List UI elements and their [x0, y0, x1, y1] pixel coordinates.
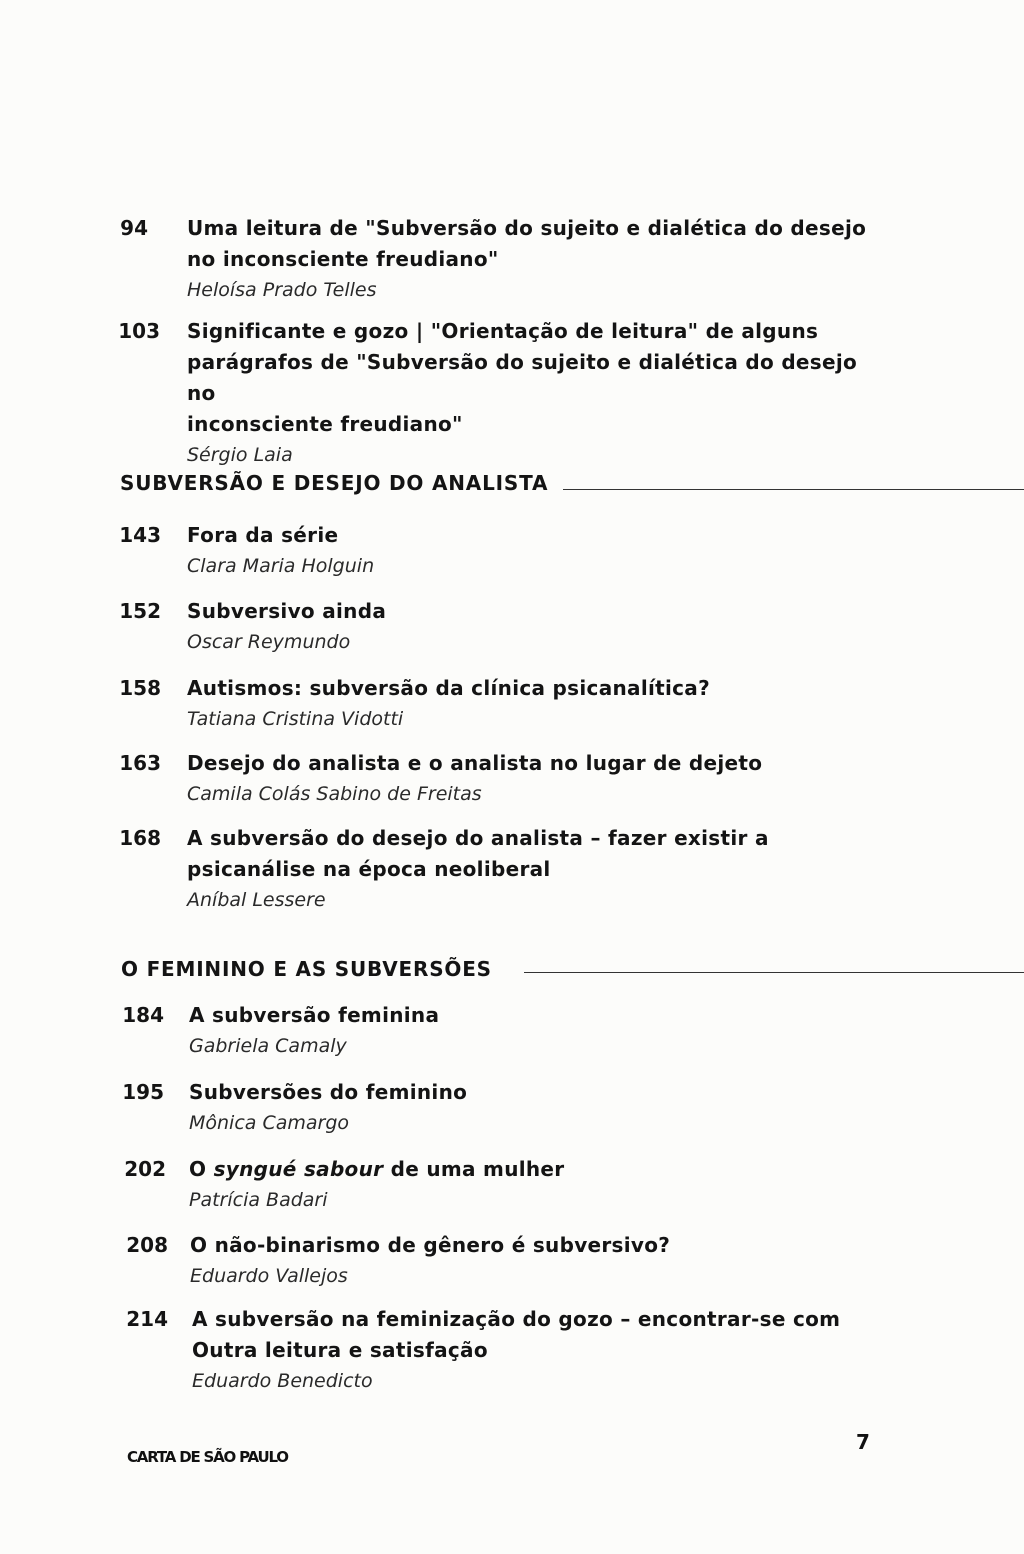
entry-title-line: A subversão na feminização do gozo – encontrar-se com	[192, 1307, 841, 1331]
title-prefix: O	[189, 1157, 214, 1181]
entry-author: Eduardo Benedicto	[192, 1370, 373, 1392]
entry-author: Tatiana Cristina Vidotti	[187, 708, 404, 730]
entry-title-line: Autismos: subversão da clínica psicanalítica?	[187, 676, 711, 700]
entry-title-line: psicanálise na época neoliberal	[187, 857, 551, 881]
entry-title-line: Fora da série	[187, 523, 339, 547]
entry-author: Mônica Camargo	[189, 1112, 350, 1134]
section-rule	[524, 972, 1024, 973]
entry-page-number: 168	[119, 826, 161, 850]
entry-page-number: 195	[122, 1080, 164, 1104]
entry-title-line: parágrafos de "Subversão do sujeito e dialética do desejo no	[187, 350, 858, 405]
entry-author: Gabriela Camaly	[189, 1035, 347, 1057]
entry-title-line: A subversão do desejo do analista – fazer existir a	[187, 826, 769, 850]
entry-page-number: 94	[120, 216, 148, 240]
entry-title-line: Outra leitura e satisfação	[192, 1338, 488, 1362]
entry-author: Patrícia Badari	[189, 1189, 328, 1211]
entry-title-line: Uma leitura de "Subversão do sujeito e dialética do desejo	[187, 216, 867, 240]
entry-author: Aníbal Lessere	[187, 889, 326, 911]
entry-page-number: 158	[119, 676, 161, 700]
section-rule	[563, 489, 1024, 490]
entry-page-number: 184	[122, 1003, 164, 1027]
entry-author: Eduardo Vallejos	[190, 1265, 348, 1287]
entry-page-number: 152	[119, 599, 161, 623]
title-suffix: de uma mulher	[383, 1157, 565, 1181]
entry-author: Camila Colás Sabino de Freitas	[187, 783, 482, 805]
entry-title-line: O não-binarismo de gênero é subversivo?	[190, 1233, 671, 1257]
entry-page-number: 103	[118, 319, 160, 343]
entry-title-line	[189, 1154, 879, 1185]
entry-title-line: A subversão feminina	[189, 1003, 440, 1027]
section-heading: SUBVERSÃO E DESEJO DO ANALISTA	[120, 471, 549, 495]
entry-page-number: 163	[119, 751, 161, 775]
entry-title-line: no inconsciente freudiano"	[187, 247, 499, 271]
entry-title-line: Subversivo ainda	[187, 599, 387, 623]
entry-title-line: inconsciente freudiano"	[187, 412, 463, 436]
page-number: 7	[856, 1430, 870, 1454]
entry-page-number: 202	[124, 1157, 166, 1181]
entry-page-number: 143	[119, 523, 161, 547]
section-heading: O FEMININO E AS SUBVERSÕES	[121, 957, 492, 981]
entry-page-number: 208	[126, 1233, 168, 1257]
entry-title-line: Significante e gozo | "Orientação de leitura" de alguns	[187, 319, 819, 343]
entry-author: Oscar Reymundo	[187, 631, 351, 653]
entry-author: Clara Maria Holguin	[187, 555, 375, 577]
publication-brand: CARTA DE SÃO PAULO	[127, 1448, 288, 1466]
entry-author: Sérgio Laia	[187, 444, 293, 466]
entry-title-line: Desejo do analista e o analista no lugar de dejeto	[187, 751, 763, 775]
entry-title-line: Subversões do feminino	[189, 1080, 468, 1104]
entry-page-number: 214	[126, 1307, 168, 1331]
title-italic: syngué sabour	[213, 1157, 384, 1181]
entry-author: Heloísa Prado Telles	[187, 279, 377, 301]
